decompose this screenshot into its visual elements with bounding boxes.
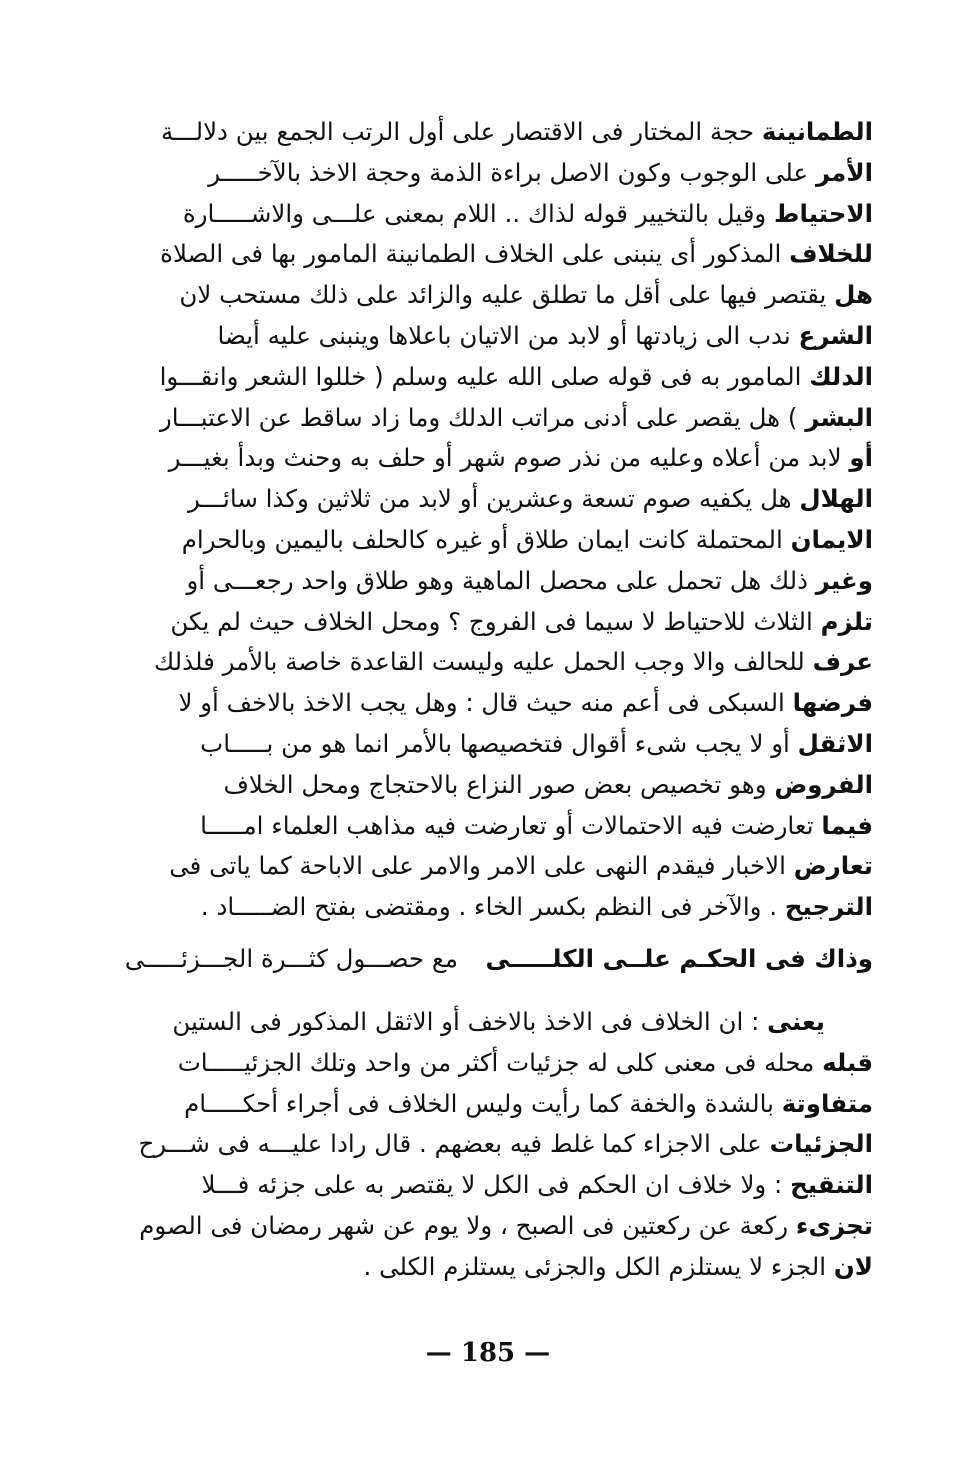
line-text: تعارضت فيه الاحتمالات أو تعارضت فيه مذاهب العلماء امـــــا: [200, 810, 822, 840]
text-line: [128, 561, 873, 602]
line-lead-word: الطمانينة: [761, 117, 873, 146]
verse-line: [124, 938, 873, 980]
line-text: محله فى معنى كلى له جزئيات أكثر من واحد وتلك الجزئيـــــات: [177, 1047, 823, 1077]
page-number: — 185 —: [425, 1338, 551, 1368]
line-text: على الوجوب وكون الاصل براءة الذمة وحجة الاخذ بالآخـــــر: [208, 157, 816, 187]
text-line: [128, 846, 873, 887]
text-line: [128, 153, 873, 194]
page-body: [124, 112, 873, 1288]
line-lead-word: الترجيح: [784, 892, 873, 922]
text-line: [128, 1002, 873, 1043]
line-text: المحتملة كانت ايمان طلاق أو غيره كالحلف باليمين وبالحرام: [181, 524, 791, 554]
line-text: ) هل يقصر على أدنى مراتب الدلك وما زاد ساقط عن الاعتبـــار: [159, 402, 806, 432]
text-line: [128, 194, 873, 235]
line-lead-word: فيما: [821, 810, 873, 840]
line-text: ركعة عن ركعتين فى الصبح ، ولا يوم عن شهر رمضان فى الصوم: [139, 1210, 796, 1240]
text-line: [128, 806, 873, 847]
commentary-paragraph-1: [128, 112, 873, 928]
line-text: ذلك هل تحمل على محصل الماهية وهو طلاق واحد رجعـــى أو: [186, 565, 816, 595]
text-line: [128, 112, 873, 153]
text-line: [128, 765, 873, 806]
text-line: [128, 1247, 873, 1288]
line-lead-word: تلزم: [820, 606, 873, 636]
line-lead-word: الجزئيات: [769, 1129, 873, 1159]
text-line: [128, 438, 873, 479]
line-text: الاخبار فيقدم النهى على الامر والامر على الاباحة كما ياتى فى: [169, 851, 794, 881]
line-lead-word: تجزىء: [795, 1210, 873, 1240]
text-line: [128, 316, 873, 357]
line-text: على الاجزاء كما غلط فيه بعضهم . قال رادا عليـــه فى شـــرح: [138, 1129, 770, 1159]
line-text: ندب الى زيادتها أو لابد من الاتيان باعلاها وينبنى عليه أيضا: [217, 320, 799, 350]
text-line: [128, 520, 873, 561]
line-lead-word: الأمر: [815, 157, 873, 187]
line-lead-word: الهلال: [799, 484, 873, 514]
line-lead-word: تعارض: [793, 851, 873, 881]
line-text: وقيل بالتخيير قوله لذاك .. اللام بمعنى علـــى والاشـــــارة: [182, 198, 775, 228]
line-text: يقتصر فيها على أقل ما تطلق عليه والزائد على ذلك مستحب لان: [179, 280, 835, 310]
line-text: المامور به فى قوله صلى الله عليه وسلم ( خللوا الشعر وانقـــوا: [159, 361, 810, 391]
line-lead-word: الاحتياط: [774, 198, 873, 228]
line-text: وهو تخصيص بعض صور النزاع بالاحتجاج ومحل الخلاف: [223, 769, 775, 799]
line-lead-word: الدلك: [809, 361, 873, 391]
text-line: [128, 1084, 873, 1125]
line-lead-word: يعنى: [767, 1006, 825, 1036]
line-lead-word: التنقيح: [790, 1170, 873, 1200]
line-text: السبكى فى أعم منه حيث قال : وهل يجب الاخذ بالاخف أو لا: [178, 688, 793, 718]
line-lead-word: الاثقل: [797, 728, 873, 758]
line-lead-word: البشر: [805, 402, 873, 432]
line-lead-word: عرف: [812, 647, 873, 677]
text-line: [128, 1124, 873, 1165]
text-line: [128, 724, 873, 765]
line-text: حجة المختار فى الاقتصار على أول الرتب الجمع بين دلالـــة: [160, 117, 762, 146]
text-line: [128, 234, 873, 275]
text-line: [128, 602, 873, 643]
text-line: [128, 1206, 873, 1247]
line-text: للحالف والا وجب الحمل عليه وليست القاعدة خاصة بالأمر فلذلك: [154, 647, 813, 677]
text-line: [128, 275, 873, 316]
line-lead-word: الشرع: [798, 320, 873, 350]
line-text: . والآخر فى النظم بكسر الخاء . ومقتضى بفتح الضـــــاد .: [200, 892, 785, 922]
line-lead-word: متفاوتة: [781, 1088, 873, 1118]
text-line: [128, 398, 873, 439]
line-lead-word: هل: [834, 280, 873, 310]
verse-first-hemistich: وذاك فى الحكـم علــى الكلـــــى: [485, 943, 873, 973]
line-lead-word: فرضها: [792, 688, 873, 718]
text-line: [128, 642, 873, 683]
text-line: [128, 1043, 873, 1084]
line-text: بالشدة والخفة كما رأيت وليس الخلاف فى أجراء أحكـــــام: [184, 1088, 782, 1118]
line-text: لابد من أعلاه وعليه من نذر صوم شهر أو حلف به وحنث وبدأ بغيـــر: [168, 443, 850, 473]
line-text: المذكور أى ينبنى على الخلاف الطمانينة المامور بها فى الصلاة: [160, 239, 790, 269]
line-text: : ان الخلاف فى الاخذ بالاخف أو الاثقل المذكور فى الستين: [172, 1006, 768, 1036]
text-line: [128, 357, 873, 398]
commentary-paragraph-2: [128, 1002, 873, 1288]
line-text: : ولا خلاف ان الحكم فى الكل لا يقتصر به على جزئه فـــلا: [201, 1170, 791, 1200]
line-text: الجزء لا يستلزم الكل والجزئى يستلزم الكلى .: [363, 1251, 834, 1281]
line-lead-word: الفروض: [774, 769, 873, 799]
line-lead-word: وغير: [815, 565, 873, 595]
text-line: [128, 479, 873, 520]
line-lead-word: للخلاف: [789, 239, 873, 269]
text-line: [128, 683, 873, 724]
verse-second-hemistich: مع حصـــول كثـــرة الجـــزئـــــى: [124, 943, 458, 973]
line-text: الثلاث للاحتياط لا سيما فى الفروج ؟ ومحل الخلاف حيث لم يكن: [170, 606, 821, 636]
line-lead-word: قبله: [822, 1047, 873, 1077]
line-lead-word: لان: [833, 1251, 873, 1281]
line-lead-word: الايمان: [790, 524, 873, 554]
line-lead-word: أو: [849, 443, 873, 473]
line-text: هل يكفيه صوم تسعة وعشرين أو لابد من ثلاثين وكذا سائـــر: [188, 484, 800, 514]
line-text: أو لا يجب شىء أقوال فتخصيصها بالأمر انما هو من بـــــاب: [200, 728, 798, 758]
text-line: [128, 887, 873, 928]
text-line: [128, 1165, 873, 1206]
